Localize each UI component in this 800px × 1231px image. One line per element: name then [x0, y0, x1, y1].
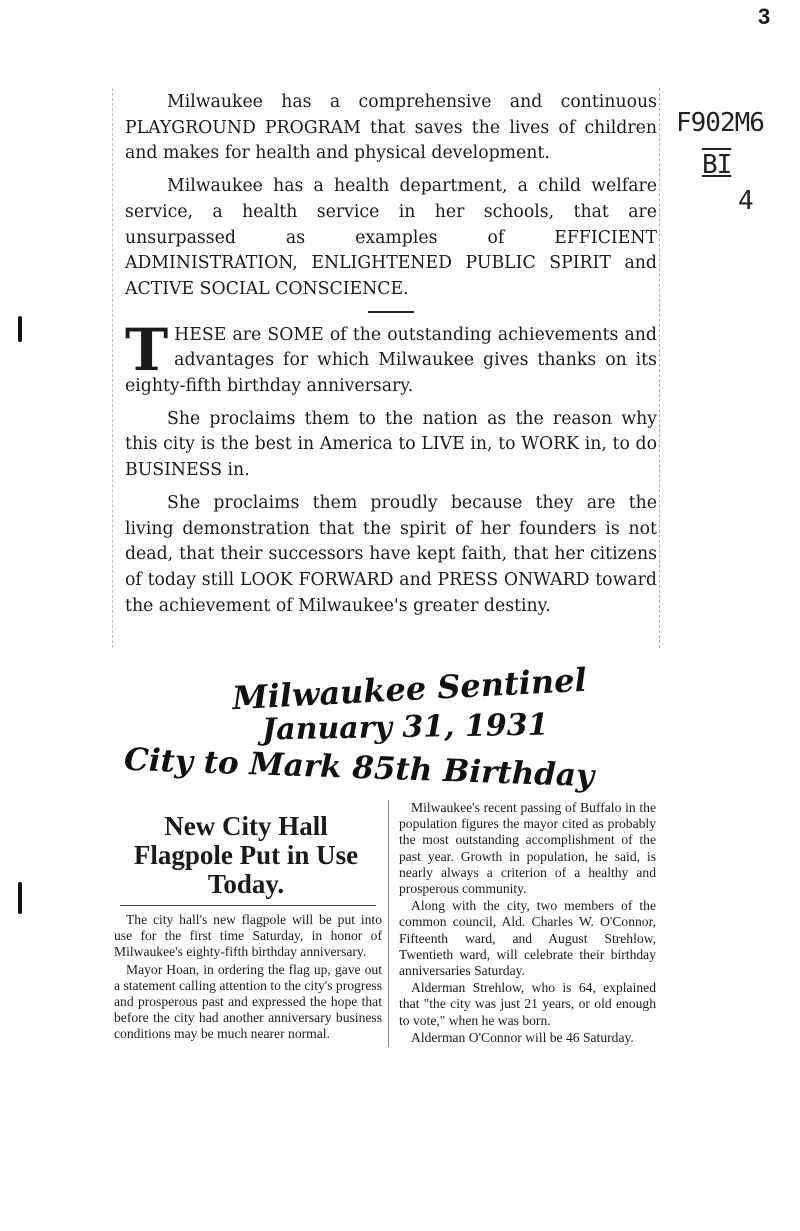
editorial-column [125, 90, 657, 626]
article-headline: New City Hall Flagpole Put in Use Today. [133, 811, 359, 899]
editorial-paragraph-text: HESE are SOME of the outstanding achievements and advantages for which Milwaukee gives thanks on its eighty-fifth birthday anniversary. [125, 324, 657, 397]
drop-cap: T [125, 315, 169, 384]
news-column-left [114, 800, 382, 1044]
handwritten-source: Milwaukee Sentinel [231, 660, 588, 718]
news-column-right [388, 800, 656, 1047]
news-paragraph: Along with the city, two members of the common council, Ald. Charles W. O'Connor, Fifteenth ward, and August Strehlow, Twentieth ward, will celebrate their birthday anniversaries Saturday. [399, 898, 656, 979]
news-paragraph: Alderman Strehlow, who is 64, explained that "the city was just 21 years, or old enough to vote," when he was born. [399, 980, 656, 1028]
editorial-paragraph: Milwaukee has a comprehensive and continuous PLAYGROUND PROGRAM that saves the lives of children and makes for health and physical development. [125, 92, 657, 164]
margin-note-code: BI [702, 150, 732, 180]
news-body-left [114, 912, 382, 1043]
page-number: 3 [758, 4, 771, 29]
news-paragraph: Alderman O'Connor will be 46 Saturday. [411, 1029, 634, 1045]
editorial-clipping [112, 88, 660, 648]
edge-mark-bottom [18, 882, 22, 914]
editorial-paragraph: She proclaims them proudly because they are the living demonstration that the spirit of her founders is not dead, that their successors have kept faith, that her citizens of today still LOOK FORWARD and PRESS ONWARD toward the achievement of Milwaukee's greater destiny. [125, 492, 657, 616]
editorial-paragraph: She proclaims them to the nation as the reason why this city is the best in America to LIVE in, to WORK in, to do BUSINESS in. [125, 408, 657, 481]
news-paragraph: Milwaukee's recent passing of Buffalo in the population figures the mayor cited as probably the most outstanding accomplishment of the past year. Growth in population, he said, is nearly always a criterion of a healthy and prosperous community. [399, 800, 656, 897]
headline-rule [120, 905, 376, 906]
news-clipping [110, 800, 658, 1130]
margin-note-number: 4 [738, 186, 753, 216]
news-paragraph: The city hall's new flagpole will be put into use for the first time Saturday, in honor of Milwaukee's eighty-fifth birthday anniversary. [114, 912, 382, 960]
handwritten-date: January 31, 1931 [261, 707, 549, 748]
handwritten-title: City to Mark 85th Birthday [123, 741, 595, 795]
news-body-right [399, 800, 656, 1046]
editorial-paragraph [125, 315, 657, 400]
news-paragraph: Mayor Hoan, in ordering the flag up, gave out a statement calling attention to the city's progress and prosperous past and expressed the hope that before the city had another anniversary business conditions may be much nearer normal. [114, 961, 382, 1042]
edge-mark-top [18, 316, 22, 342]
section-divider [368, 311, 414, 313]
margin-note-catalog: F902M6 [676, 108, 764, 138]
editorial-paragraph: Milwaukee has a health department, a child welfare service, a health service in her schools, that are unsurpassed as examples of EFFICIENT ADMINISTRATION, ENLIGHTENED PUBLIC SPIRIT and ACTIVE SOCIAL CONSCIENCE. [125, 176, 657, 299]
